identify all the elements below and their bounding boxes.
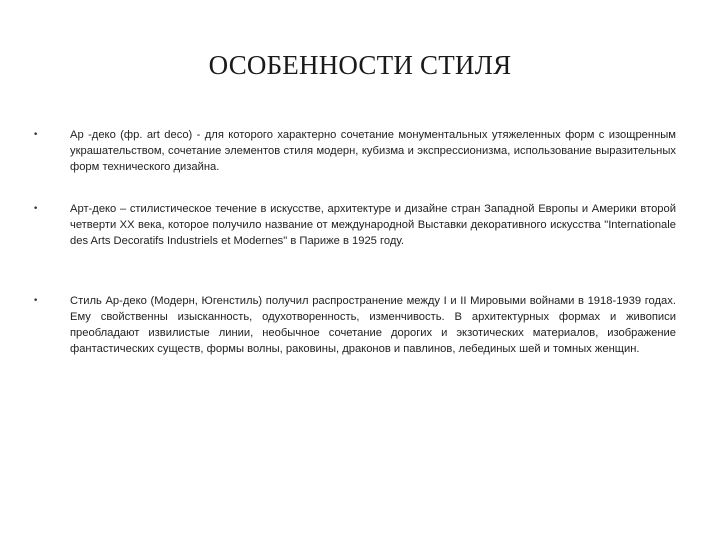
bullet-term: Арт-деко <box>70 203 117 215</box>
bullet-dot: • <box>33 130 39 140</box>
bullet-text: (фр. art deco) - для которого характерно сочетание монументальных утяжеленных форм с изощренным украшательством, сочетание элементов стиля модерн, кубизма и экспрессионизма, использование выразительных форм технического дизайна. <box>70 129 676 173</box>
bullet-dot: • <box>33 296 39 306</box>
bullet-item <box>70 127 676 175</box>
bullet-dot: • <box>33 204 39 214</box>
bullet-item <box>70 293 676 357</box>
bullet-term: Ар -деко <box>70 129 116 141</box>
slide-title: ОСОБЕННОСТИ СТИЛЯ <box>208 50 512 80</box>
bullet-item <box>70 201 676 249</box>
bullet-text: Стиль Ар-деко (Модерн, Югенстиль) получил распространение между I и II Мировыми войнами в 1918-1939 годах. Ему свойственны изысканность, одухотворенность, изменчивость. В архитектурных формах и живописи преобладают извилистые линии, необычное сочетание дорогих и экзотических материалов, изображение фантастических существ, формы волны, раковины, драконов и павлинов, лебединых шей и томных женщин. <box>70 295 676 355</box>
bullet-text: – стилистическое течение в искусстве, архитектуре и дизайне стран Западной Европы и Америки второй четверти XX века, которое получило название от международной Выставки декоративного искусства "Internationale des Arts Decoratifs Industriels et Modernes" в Париже в 1925 году. <box>70 203 676 247</box>
